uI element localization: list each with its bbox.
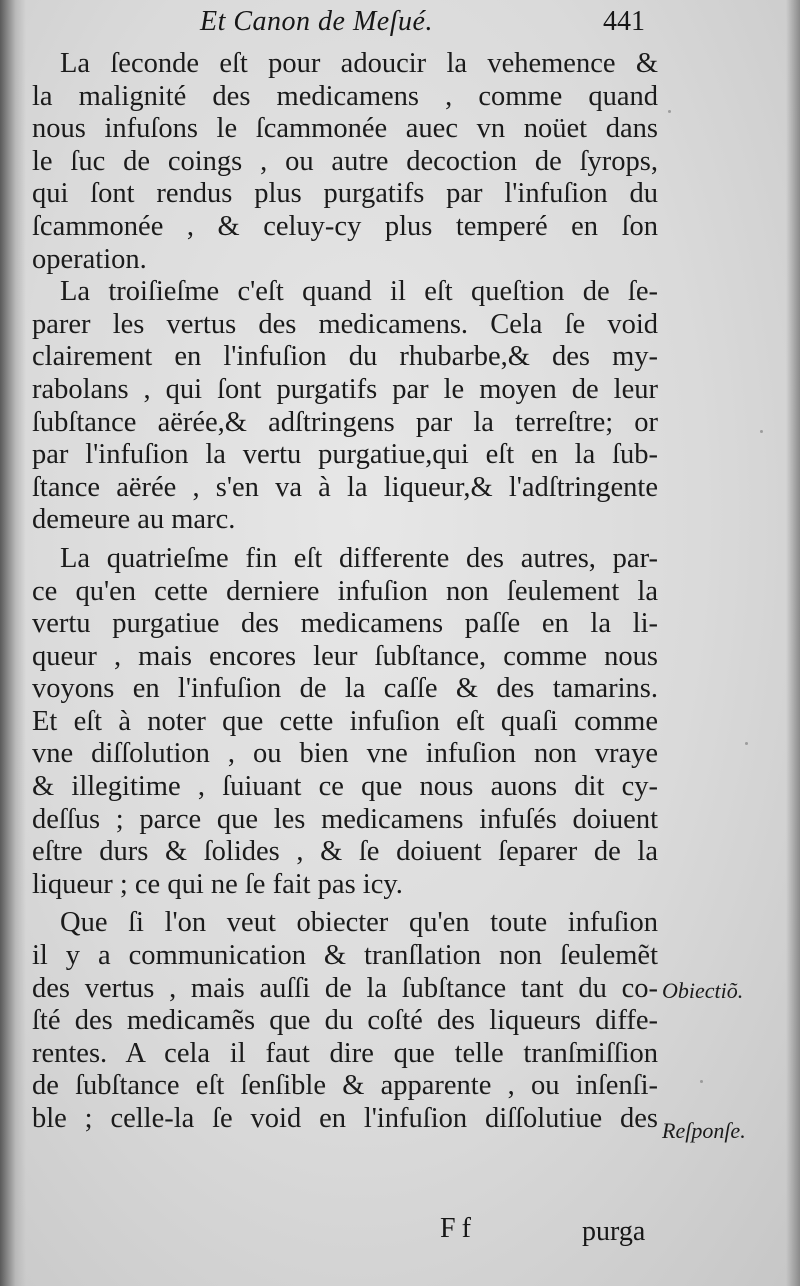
- text-line: ſté des medicamẽs que du coſté des liqueurs diffe-: [32, 1005, 658, 1037]
- text-line: liqueur ; ce qui ne ſe fait pas icy.: [32, 868, 403, 900]
- page-edge-shadow: [786, 0, 800, 1286]
- text-line: eſtre durs & ſolides , & ſe doiuent ſeparer de la: [32, 836, 658, 868]
- text-line: la malignité des medicamens , comme quand: [32, 80, 658, 112]
- text-line: voyons en l'infuſion de la caſſe & des tamarins.: [32, 673, 658, 705]
- margin-note-response: Reſponſe.: [662, 1118, 746, 1143]
- text-line: qui ſont rendus plus purgatifs par l'infuſion du: [32, 178, 658, 210]
- text-line: deſſus ; parce que les medicamens infuſés doiuent: [32, 803, 658, 835]
- margin-note-objection: Obiectiõ.: [662, 978, 744, 1003]
- text-line: ſubſtance aërée,& adſtringens par la terreſtre; or: [32, 406, 658, 438]
- catchword: purga: [582, 1216, 646, 1247]
- text-line: ce qu'en cette derniere infuſion non ſeulement la: [32, 575, 658, 607]
- paper-speck: [668, 110, 671, 113]
- paper-speck: [700, 1080, 703, 1083]
- text-line: clairement en l'infuſion du rhubarbe,& des my-: [32, 341, 658, 373]
- text-line: La ſeconde eſt pour adoucir la vehemence &: [60, 48, 658, 79]
- text-line: par l'infuſion la vertu purgatiue,qui eſt en la ſub-: [32, 439, 658, 471]
- text-line: La troiſieſme c'eſt quand il eſt queſtion de ſe-: [60, 276, 658, 308]
- text-line: demeure au marc.: [32, 504, 236, 536]
- text-line: La quatrieſme fin eſt differente des autres, par-: [60, 542, 658, 574]
- page-gutter-shadow: [0, 0, 26, 1286]
- text-line: vne diſſolution , ou bien vne infuſion non vraye: [32, 738, 658, 770]
- signature-mark: Ff: [440, 1213, 477, 1244]
- text-line: ſcammonée , & celuy-cy plus temperé en ſon: [32, 210, 658, 242]
- text-line: queur , mais encores leur ſubſtance, comme nous: [32, 640, 658, 672]
- page-number: 441: [603, 6, 645, 37]
- text-line: & illegitime , ſuiuant ce que nous auons dit cy-: [32, 771, 658, 803]
- text-line: rentes. A cela il faut dire que telle tranſmiſſion: [32, 1037, 658, 1069]
- text-line: vertu purgatiue des medicamens paſſe en la li-: [32, 608, 658, 640]
- text-line: ble ; celle-la ſe void en l'infuſion diſſolutiue des: [32, 1103, 658, 1134]
- running-head: Et Canon de Meſué.: [200, 6, 433, 37]
- text-line: operation.: [32, 243, 147, 275]
- text-line: il y a communication & tranſlation non ſeulemẽt: [32, 940, 658, 972]
- paper-speck: [745, 742, 748, 745]
- text-line: Et eſt à noter que cette infuſion eſt quaſi comme: [32, 705, 658, 737]
- text-line: ſtance aërée , s'en va à la liqueur,& l'adſtringente: [32, 471, 658, 503]
- text-line: Que ſi l'on veut obiecter qu'en toute infuſion: [60, 907, 658, 939]
- text-line: de ſubſtance eſt ſenſible & apparente , ou inſenſi-: [32, 1070, 658, 1102]
- paper-speck: [760, 430, 763, 433]
- text-line: des vertus , mais auſſi de la ſubſtance tant du co-: [32, 972, 658, 1004]
- text-line: rabolans , qui ſont purgatifs par le moyen de leur: [32, 373, 658, 405]
- body-text: [32, 48, 658, 1136]
- text-line: le ſuc de coings , ou autre decoction de ſyrops,: [32, 145, 658, 177]
- text-line: nous infuſons le ſcammonée auec vn noüet dans: [32, 113, 658, 145]
- page-header: [200, 4, 645, 38]
- text-line: parer les vertus des medicamens. Cela ſe void: [32, 308, 658, 340]
